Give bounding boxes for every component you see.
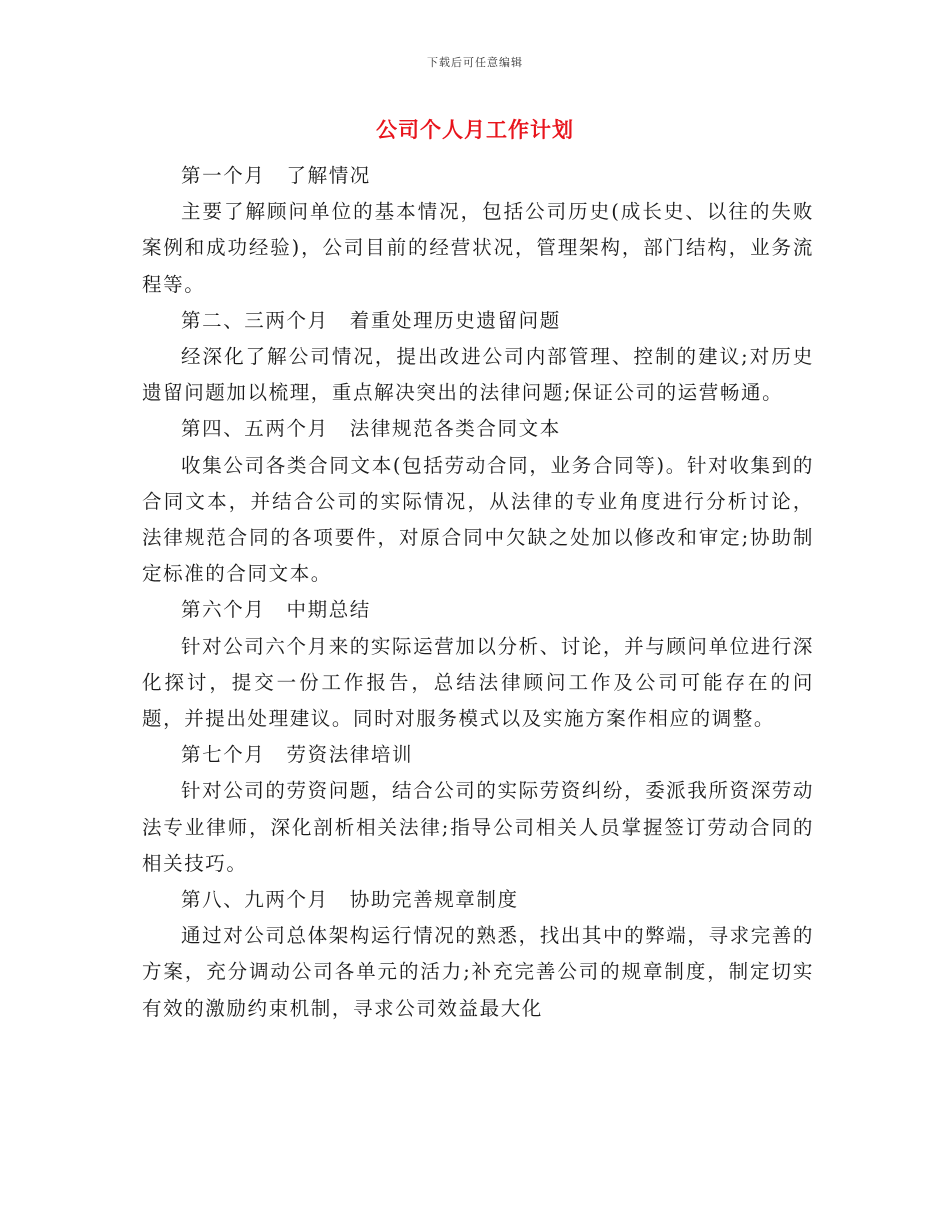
section-body-5: 针对公司的劳资问题，结合公司的实际劳资纠纷，委派我所资深劳动法专业律师，深化剖析相关法律;指导公司相关人员掌握签订劳动合同的相关技巧。 [142,779,815,875]
header-note: 下载后可任意编辑 [427,56,523,69]
section-body-4: 针对公司六个月来的实际运营加以分析、讨论，并与顾问单位进行深化探讨，提交一份工作报告，总结法律顾问工作及公司可能存在的问题，并提出处理建议。同时对服务模式以及实施方案作相应的调整。 [142,634,815,731]
section-heading-6: 第八、九两个月 协助完善规章制度 [181,888,519,912]
section-heading-4: 第六个月 中期总结 [181,598,371,622]
section-heading-2: 第二、三两个月 着重处理历史遗留问题 [181,308,561,332]
section-body-2: 经深化了解公司情况，提出改进公司内部管理、控制的建议;对历史遗留问题加以梳理，重点解决突出的法律问题;保证公司的运营畅通。 [142,345,814,405]
section-body-3: 收集公司各类合同文本(包括劳动合同，业务合同等)。针对收集到的合同文本，并结合公司的实际情况，从法律的专业角度进行分析讨论，法律规范合同的各项要件，对原合同中欠缺之处加以修改和审定;协助制定标准的合同文本。 [142,453,814,586]
section-body-6: 通过对公司总体架构运行情况的熟悉，找出其中的弊端，寻求完善的方案，充分调动公司各单元的活力;补充完善公司的规章制度，制定切实有效的激励约束机制，寻求公司效益最大化 [142,924,815,1020]
section-heading-3: 第四、五两个月 法律规范各类合同文本 [181,417,561,441]
section-heading-5: 第七个月 劳资法律培训 [181,743,414,767]
document-body [142,158,814,1027]
section-body-1: 主要了解顾问单位的基本情况，包括公司历史(成长史、以往的失败案例和成功经验)，公司目前的经营状况，管理架构，部门结构，业务流程等。 [142,200,814,296]
section-heading-1: 第一个月 了解情况 [181,164,371,187]
document-title: 公司个人月工作计划 [376,118,574,142]
